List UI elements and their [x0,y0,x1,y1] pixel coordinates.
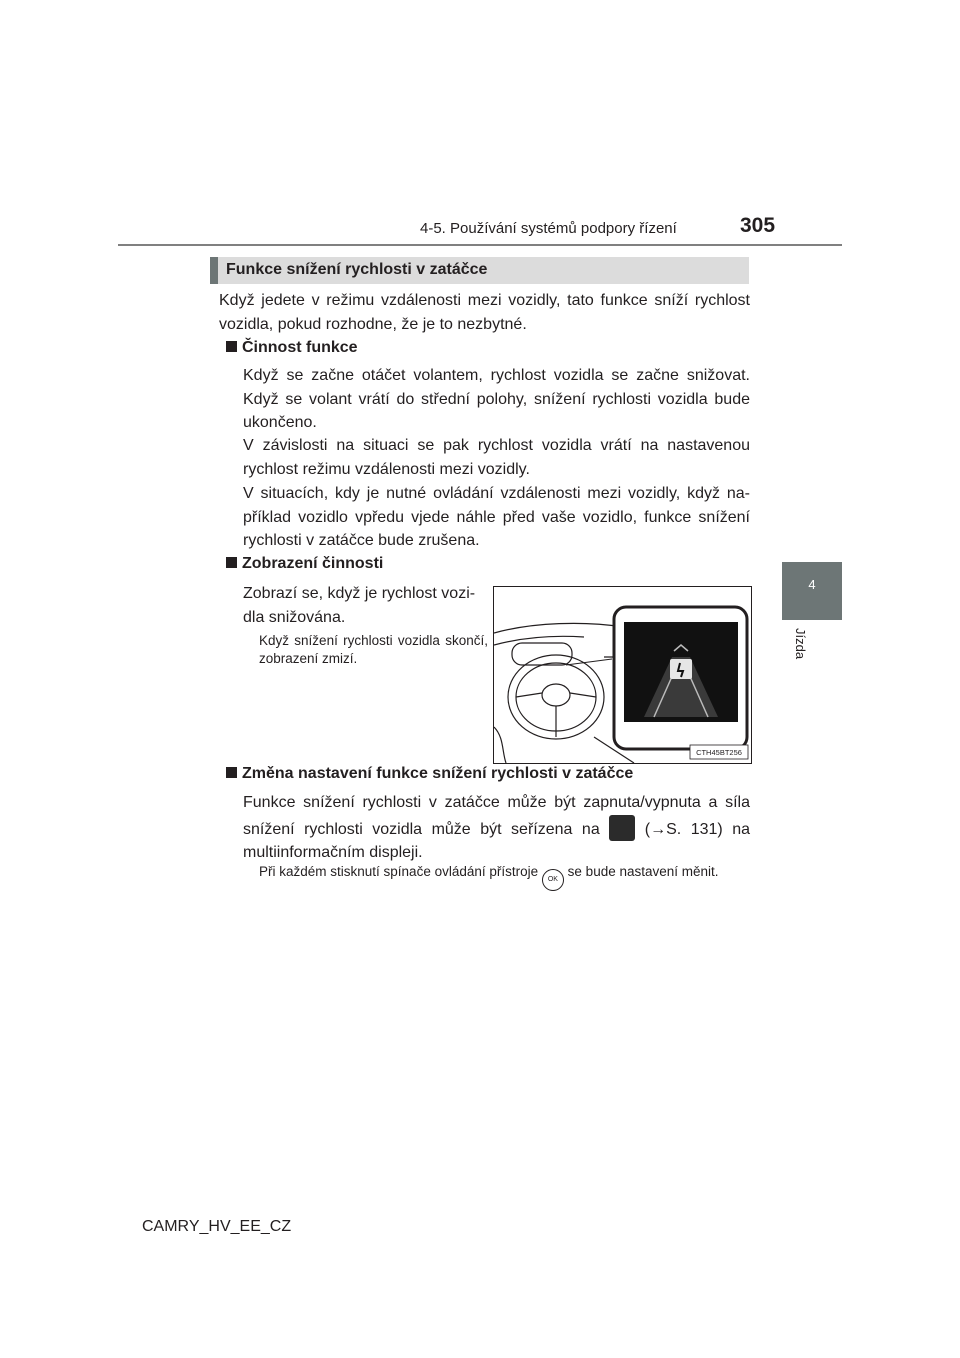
ok-button-icon: OK [542,869,564,891]
heading-zmena [226,765,633,783]
heading-cinnost [226,339,358,357]
zobrazeni-paragraph: Zobrazí se, když je rychlost vozi-dla snižována. [243,585,476,626]
zmena-text-b: (→S. 131) na multiinformačním displeji. [243,820,751,861]
footer-doc-code: CAMRY_HV_EE_CZ [142,1218,292,1235]
header-divider [118,244,842,246]
header-section-title: 4-5. Používání systémů podpory řízení [420,220,677,237]
chapter-name: Jízda [793,628,808,660]
chapter-number: 4 [808,577,816,592]
zobrazeni-note: Když snížení rychlosti vozidla skončí, zobrazení zmizí. [259,633,488,666]
zmena-note [259,863,750,891]
cinnost-paragraph-1: Když se začne otáčet volantem, rychlost vozidla se začne snižovat. Když se volant vrátí do střední polohy, snížení rychlosti vozidla bude ukončeno. [243,367,750,431]
bullet-square-icon [226,341,237,352]
title-accent-bar [210,257,218,284]
cinnost-paragraph-2: V závislosti na situaci se pak rychlost vozidla vrátí na nastavenou rychlost režimu vzdálenosti mezi vozidly. [243,437,750,478]
heading-zobrazeni [226,555,383,573]
zmena-note-a: Při každém stisknutí spínače ovládání přístroje [259,864,539,879]
intro-paragraph: Když jedete v režimu vzdálenosti mezi vozidly, tato funkce sníží rychlost vozidla, pokud rozhodne, že je to nezbytné. [219,292,750,333]
chapter-name-vertical [790,628,810,678]
heading-zobrazeni-text: Zobrazení činnosti [242,555,384,572]
section-title: Funkce snížení rychlosti v zatáčce [226,261,488,278]
dashboard-illustration [493,586,752,764]
gear-icon [609,815,635,841]
bullet-square-icon [226,557,237,568]
figure-code: CTH45BT256 [696,748,742,757]
heading-cinnost-text: Činnost funkce [242,339,358,356]
bullet-square-icon [226,767,237,778]
page-number: 305 [740,214,776,237]
zmena-note-b: se bude nastavení měnit. [567,864,719,879]
cinnost-paragraph-3: V situacích, kdy je nutné ovládání vzdálenosti mezi vozidly, když na-příklad vozidlo vpředu vjede náhle před vaše vozidlo, funkce snížení rychlosti v zatáčce bude zrušena. [243,485,750,549]
zmena-text-a: Funkce snížení rychlosti v zatáčce může být zapnuta/vypnuta a síla snížení rychlosti vozidla může být seřízena na [243,794,750,838]
heading-zmena-text: Změna nastavení funkce snížení rychlosti v zatáčce [242,765,634,782]
steering-wheel-display-icon [494,587,751,763]
zmena-paragraph [243,791,750,865]
chapter-tab [782,562,842,620]
section-title-box [210,257,749,284]
